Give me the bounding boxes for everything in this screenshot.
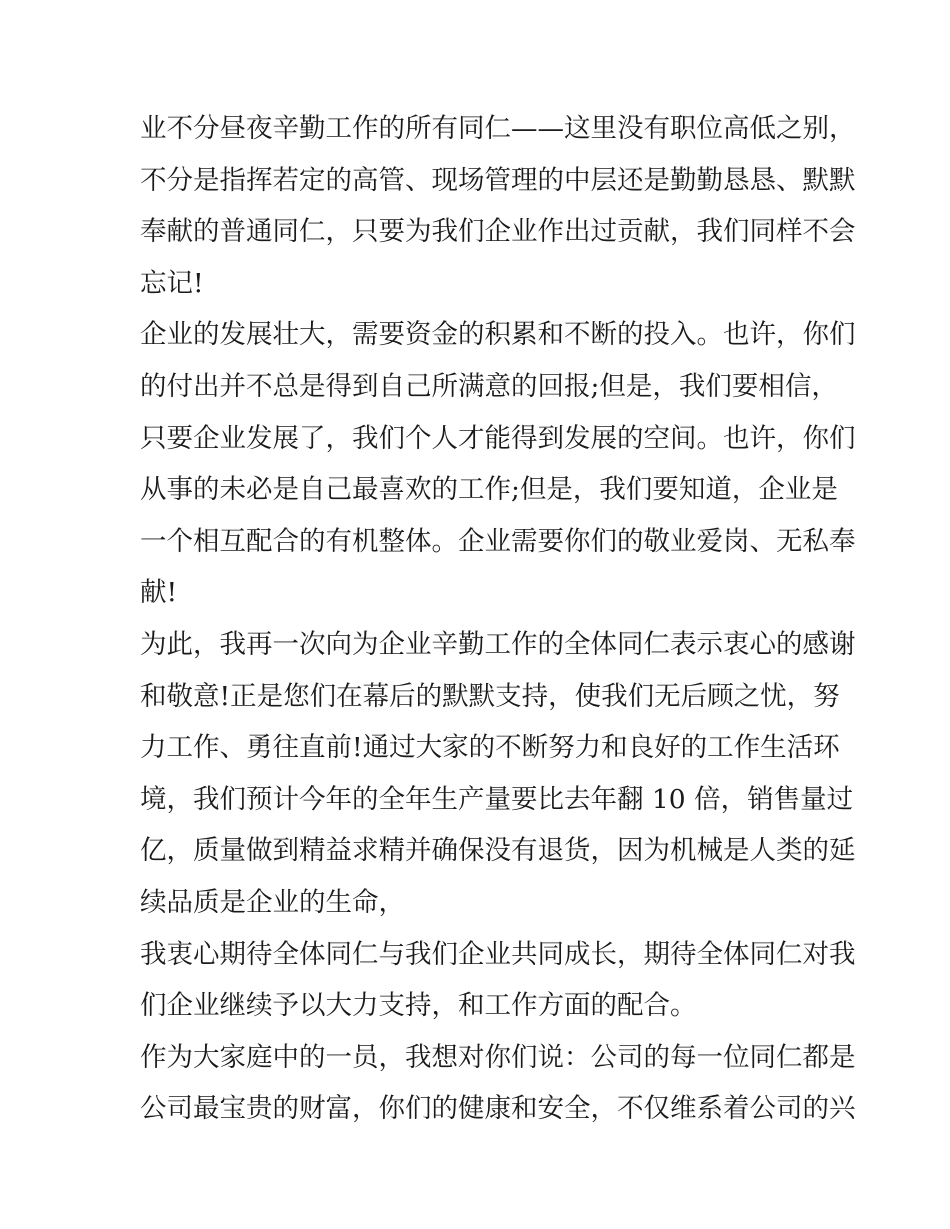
text-line: 奉献的普通同仁，只要为我们企业作出过贡献，我们同样不会 (140, 216, 856, 248)
body-text (140, 103, 856, 1135)
text-line: 续品质是企业的生命， (140, 886, 405, 918)
text-line: 境，我们预计今年的全年生产量要比去年翻 10 倍，销售量过 (140, 783, 854, 815)
text-line: 我衷心期待全体同仁与我们企业共同成长，期待全体同仁对我 (140, 938, 856, 970)
text-line: 和敬意!正是您们在幕后的默默支持，使我们无后顾之忧，努 (140, 680, 840, 712)
text-line: 力工作、勇往直前!通过大家的不断努力和良好的工作生活环 (140, 732, 840, 764)
text-line: 亿，质量做到精益求精并确保没有退货，因为机械是人类的延 (140, 835, 856, 867)
text-line: 一个相互配合的有机整体。企业需要你们的敬业爱岗、无私奉 (140, 525, 856, 557)
text-line: 为此，我再一次向为企业辛勤工作的全体同仁表示衷心的感谢 (140, 628, 856, 660)
text-line: 们企业继续予以大力支持，和工作方面的配合。 (140, 990, 697, 1022)
text-line: 业不分昼夜辛勤工作的所有同仁——这里没有职位高低之别， (140, 113, 856, 144)
text-line: 献! (140, 577, 178, 609)
text-line: 公司最宝贵的财富，你们的健康和安全，不仅维系着公司的兴 (140, 1093, 856, 1125)
text-line: 企业的发展壮大，需要资金的积累和不断的投入。也许，你们 (140, 319, 856, 351)
text-line: 不分是指挥若定的高管、现场管理的中层还是勤勤恳恳、默默 (140, 164, 856, 196)
text-line: 从事的未必是自己最喜欢的工作;但是，我们要知道，企业是 (140, 474, 838, 506)
text-line: 只要企业发展了，我们个人才能得到发展的空间。也许，你们 (140, 422, 856, 454)
text-line: 忘记! (140, 267, 204, 299)
text-line: 的付出并不总是得到自己所满意的回报;但是，我们要相信， (140, 370, 838, 402)
text-line: 作为大家庭中的一员，我想对你们说：公司的每一位同仁都是 (140, 1041, 856, 1073)
